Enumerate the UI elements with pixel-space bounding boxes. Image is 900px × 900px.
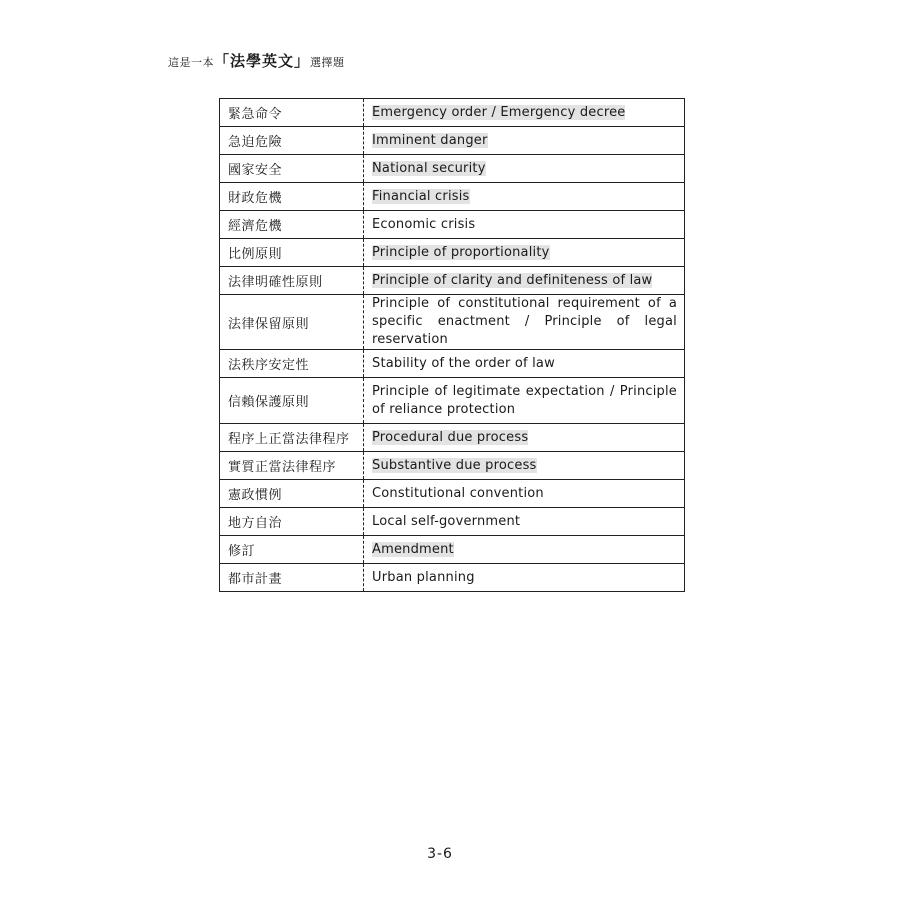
term-en-text: Principle of clarity and definiteness of law — [372, 272, 653, 288]
term-en-text: Amendment — [372, 541, 454, 557]
term-en: Principle of constitutional requirement of a specific enactment / Principle of legal reservation — [364, 295, 685, 350]
table-row — [220, 350, 685, 378]
term-en-text: Emergency order / Emergency decree — [372, 104, 626, 120]
term-en-text: Economic crisis — [372, 216, 476, 232]
table-row — [220, 99, 685, 127]
term-en — [364, 536, 685, 564]
term-en — [364, 239, 685, 267]
term-en — [364, 424, 685, 452]
term-en-text: Procedural due process — [372, 429, 529, 445]
table-row — [220, 127, 685, 155]
term-en — [364, 508, 685, 536]
term-zh: 比例原則 — [220, 239, 364, 267]
term-zh: 地方自治 — [220, 508, 364, 536]
term-en-text: Constitutional convention — [372, 485, 544, 501]
term-en — [364, 155, 685, 183]
running-header — [168, 50, 345, 71]
page-number: 3-6 — [427, 846, 453, 862]
table-row — [220, 155, 685, 183]
term-en — [364, 99, 685, 127]
term-zh: 信賴保護原則 — [220, 378, 364, 424]
table-row — [220, 424, 685, 452]
table-row — [220, 378, 685, 424]
term-zh: 實質正當法律程序 — [220, 452, 364, 480]
term-zh: 財政危機 — [220, 183, 364, 211]
term-en — [364, 211, 685, 239]
term-en-text: Principle of proportionality — [372, 244, 550, 260]
term-zh: 法律保留原則 — [220, 295, 364, 350]
table-row — [220, 295, 685, 350]
term-en-text: Substantive due process — [372, 457, 537, 473]
header-brand: 「法學英文」 — [214, 52, 311, 70]
term-zh: 法律明確性原則 — [220, 267, 364, 295]
header-suffix: 選擇題 — [310, 56, 345, 69]
table-row — [220, 267, 685, 295]
term-en-text: Local self-government — [372, 513, 521, 529]
term-en-text: Urban planning — [372, 569, 475, 585]
term-zh: 程序上正當法律程序 — [220, 424, 364, 452]
table-row — [220, 211, 685, 239]
header-prefix: 這是一本 — [168, 56, 214, 69]
term-en — [364, 183, 685, 211]
table-row — [220, 452, 685, 480]
table-row — [220, 239, 685, 267]
term-zh: 憲政慣例 — [220, 480, 364, 508]
term-en-text: Financial crisis — [372, 188, 470, 204]
term-zh: 緊急命令 — [220, 99, 364, 127]
table-row — [220, 480, 685, 508]
term-en — [364, 350, 685, 378]
term-en-text: Imminent danger — [372, 132, 488, 148]
term-en-text: Stability of the order of law — [372, 355, 555, 371]
term-zh: 經濟危機 — [220, 211, 364, 239]
term-en — [364, 480, 685, 508]
table-row — [220, 508, 685, 536]
term-en — [364, 452, 685, 480]
table-row — [220, 564, 685, 592]
term-en — [364, 127, 685, 155]
term-zh: 法秩序安定性 — [220, 350, 364, 378]
table-row — [220, 183, 685, 211]
glossary-table — [219, 98, 685, 592]
term-en — [364, 267, 685, 295]
term-zh: 修訂 — [220, 536, 364, 564]
term-zh: 都市計畫 — [220, 564, 364, 592]
term-zh: 國家安全 — [220, 155, 364, 183]
table-row — [220, 536, 685, 564]
term-en: Principle of legitimate expectation / Principle of reliance protection — [364, 378, 685, 424]
term-en-text: National security — [372, 160, 486, 176]
term-en — [364, 564, 685, 592]
term-zh: 急迫危險 — [220, 127, 364, 155]
